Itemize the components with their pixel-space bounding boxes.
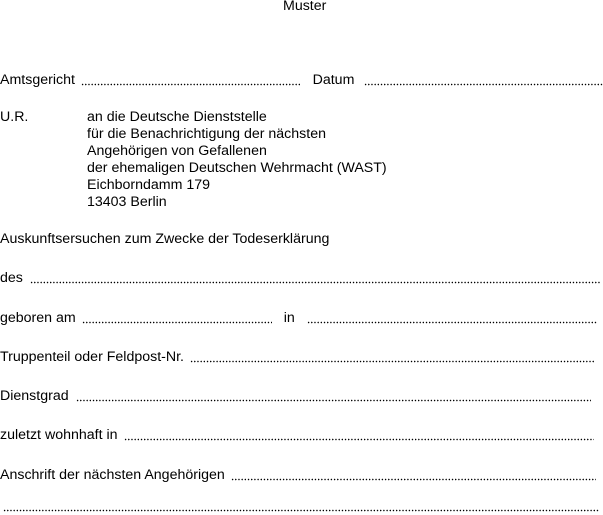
anschrift-row: [0, 467, 603, 484]
wohnhaft-field[interactable]: [124, 438, 594, 441]
truppenteil-row: [0, 349, 603, 366]
form-title: Muster: [283, 0, 327, 14]
anschrift-label: Anschrift der nächsten Angehörigen: [0, 467, 225, 483]
recipient-line: Angehörigen von Gefallenen: [87, 143, 267, 159]
subject-line: Auskunftsersuchen zum Zwecke der Todeserklärung: [0, 231, 330, 247]
datum-field[interactable]: [364, 83, 603, 86]
recipient-line: der ehemaligen Deutschen Wehrmacht (WAST): [87, 160, 387, 176]
geboren-label: geboren am: [0, 310, 76, 326]
recipient-line: Eichborndamm 179: [87, 177, 211, 193]
recipient-line: 13403 Berlin: [87, 194, 167, 210]
datum-label: Datum: [312, 72, 355, 88]
wohnhaft-label: zuletzt wohnhaft in: [0, 427, 118, 443]
amtsgericht-field[interactable]: [81, 83, 300, 86]
wohnhaft-row: [0, 427, 603, 444]
geburtsort-field[interactable]: [307, 321, 597, 324]
geboren-row: [0, 310, 603, 327]
truppenteil-field[interactable]: [190, 360, 595, 363]
dienstgrad-label: Dienstgrad: [0, 388, 69, 404]
dienstgrad-field[interactable]: [76, 399, 591, 402]
dienstgrad-row: [0, 388, 603, 405]
recipient-line: an die Deutsche Dienststelle: [87, 109, 267, 125]
recipient-address: [87, 109, 387, 211]
amtsgericht-label: Amtsgericht: [0, 72, 75, 88]
anschrift-field[interactable]: [231, 478, 596, 481]
ur-label: U.R.: [0, 109, 29, 125]
des-row: [0, 270, 603, 287]
anschrift-continuation-row: [0, 498, 603, 515]
anschrift-continuation-field[interactable]: [3, 509, 599, 512]
des-field[interactable]: [30, 281, 600, 284]
geboren-field[interactable]: [82, 321, 272, 324]
amtsgericht-row: [0, 72, 603, 89]
truppenteil-label: Truppenteil oder Feldpost-Nr.: [0, 349, 184, 365]
recipient-line: für die Benachrichtigung der nächsten: [87, 126, 326, 142]
des-label: des: [0, 270, 23, 286]
in-label: in: [283, 310, 295, 326]
